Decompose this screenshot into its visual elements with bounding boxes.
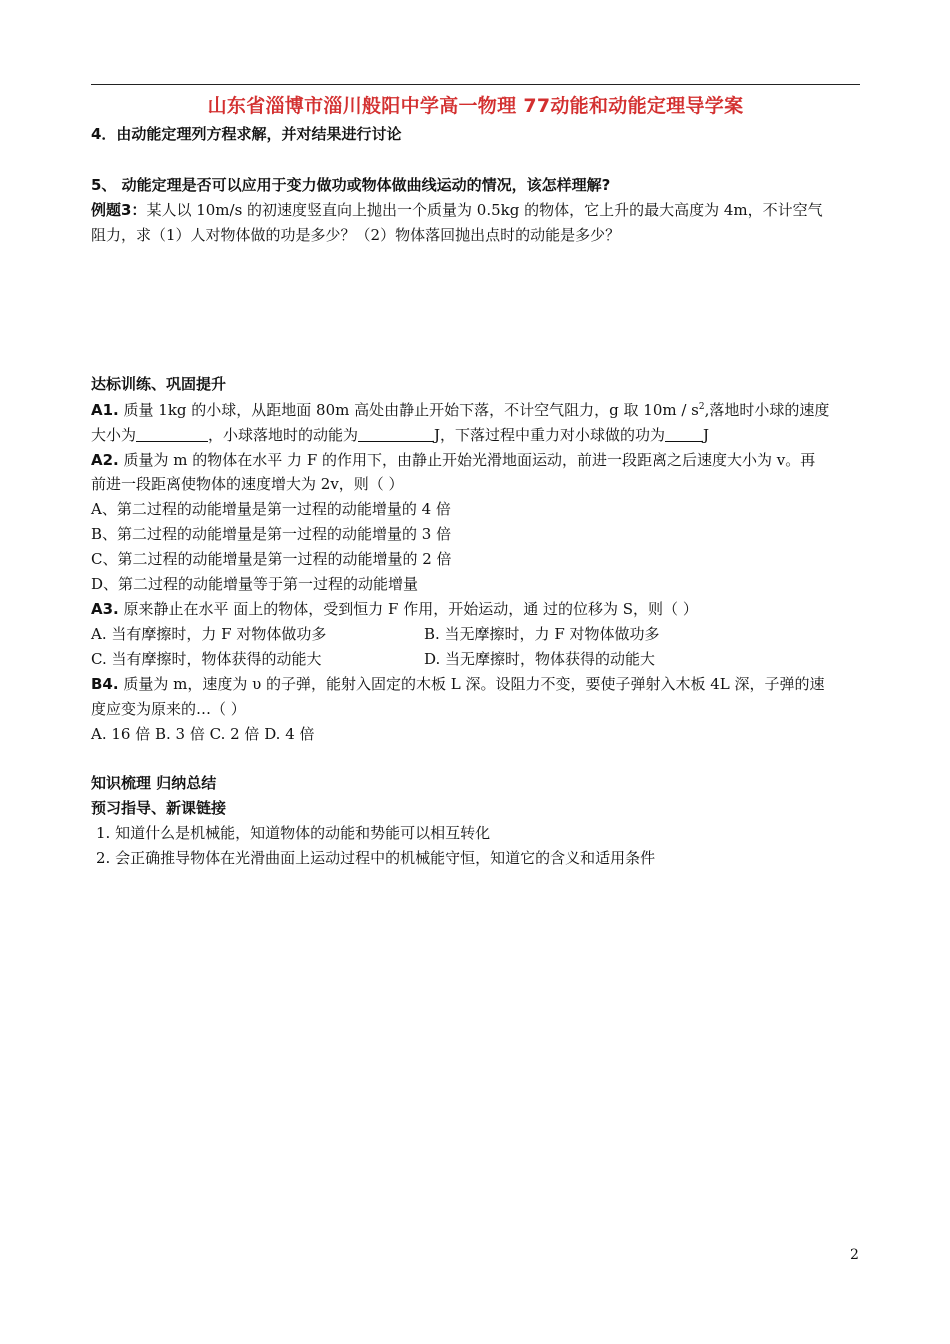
a1-line-2: [91, 425, 709, 445]
preview-item-1: 1. 知道什么是机械能，知道物体的动能和势能可以相互转化: [96, 824, 491, 842]
b4-line-2: 度应变为原来的…（ ）: [91, 700, 246, 718]
a2-option-d: D、第二过程的动能增量等于第一过程的动能增量: [91, 575, 419, 593]
header-rule: [91, 84, 860, 85]
a2-line-1: [91, 450, 815, 470]
a1-unit: J: [703, 426, 710, 444]
a3-text-1: 原来静止在水平 面上的物体，受到恒力 F 作用，开始运动，通 过的位移为 S，则（ ）: [118, 600, 698, 618]
example-3-text-1: 某人以 10m/s 的初速度竖直向上抛出一个质量为 0.5kg 的物体，它上升的最大高度为 4m，不计空气: [146, 201, 823, 219]
example-3-line-1: [91, 200, 823, 220]
a2-text-1: 质量为 m 的物体在水平 力 F 的作用下，由静止开始光滑地面运动，前进一段距离之后速度大小为 v。再: [118, 451, 816, 469]
a2-option-a: A、第二过程的动能增量是第一过程的动能增量的 4 倍: [91, 500, 451, 518]
b4-label: B4.: [91, 675, 119, 693]
a1-superscript: 2: [698, 402, 705, 412]
a3-option-b: B. 当无摩擦时，力 F 对物体做功多: [424, 625, 660, 643]
preview-heading: 预习指导、新课链接: [91, 799, 227, 817]
a1-work-label: J，下落过程中重力对小球做的功为: [434, 426, 666, 444]
question-5: 5、 动能定理是否可以应用于变力做功或物体做曲线运动的情况，该怎样理解?: [91, 176, 611, 194]
a2-option-c: C、第二过程的动能增量是第一过程的动能增量的 2 倍: [91, 550, 452, 568]
summary-heading: 知识梳理 归纳总结: [91, 774, 217, 792]
preview-item-2: 2. 会正确推导物体在光滑曲面上运动过程中的机械能守恒，知道它的含义和适用条件: [96, 849, 656, 867]
b4-line-1: [91, 674, 825, 694]
a2-line-2: 前进一段距离使物体的速度增大为 2v，则（ ）: [91, 475, 404, 493]
page-title: 山东省淄博市淄川般阳中学高一物理 77动能和动能定理导学案: [207, 95, 744, 117]
a2-option-b: B、第二过程的动能增量是第一过程的动能增量的 3 倍: [91, 525, 452, 543]
a1-speed-label: 大小为: [91, 426, 137, 444]
a1-text-2: ,落地时小球的速度: [704, 401, 830, 419]
a1-ke-label: ，小球落地时的动能为: [208, 426, 359, 444]
a3-option-a: A. 当有摩擦时，力 F 对物体做功多: [91, 625, 327, 643]
a1-speed-blank[interactable]: [136, 426, 208, 442]
example-3-line-2: 阻力，求（1）人对物体做的功是多少？（2）物体落回抛出点时的动能是多少？: [91, 226, 621, 244]
a1-work-blank[interactable]: [665, 426, 703, 442]
a2-label: A2.: [91, 451, 119, 469]
a3-option-c: C. 当有摩擦时，物体获得的动能大: [91, 650, 322, 668]
a3-label: A3.: [91, 600, 119, 618]
a1-line-1: [91, 400, 829, 420]
example-3-label: 例题3：: [91, 201, 147, 219]
b4-text-1: 质量为 m，速度为 υ 的子弹，能射入固定的木板 L 深。设阻力不变，要使子弹射入木板 4L 深，子弹的速: [118, 675, 825, 693]
question-4: 4．由动能定理列方程求解，并对结果进行讨论: [91, 125, 402, 143]
a1-text-1: 质量 1kg 的小球，从距地面 80m 高处由静止开始下落，不计空气阻力，g 取 10m / s: [118, 401, 699, 419]
page-number: 2: [850, 1247, 859, 1263]
b4-options: A. 16 倍 B. 3 倍 C. 2 倍 D. 4 倍: [91, 725, 315, 743]
a3-line-1: [91, 599, 698, 619]
practice-heading: 达标训练、巩固提升: [91, 375, 227, 393]
a1-ke-blank[interactable]: [358, 426, 434, 442]
a3-option-d: D. 当无摩擦时，物体获得的动能大: [424, 650, 656, 668]
a1-label: A1.: [91, 401, 119, 419]
